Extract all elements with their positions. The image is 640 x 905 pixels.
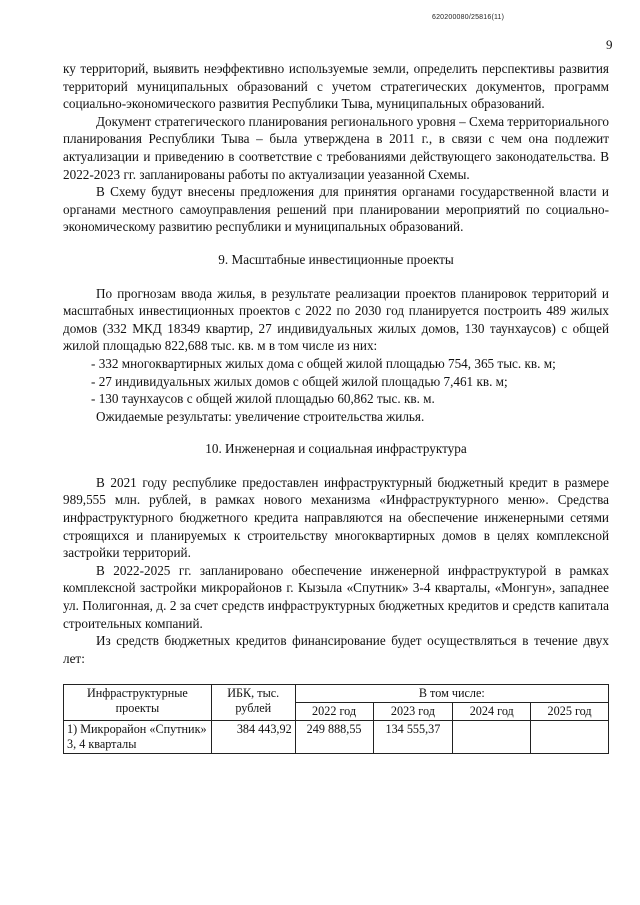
paragraph: В 2022-2025 гг. запланировано обеспечение инженерной инфраструктурой в рамках комплексной застройки микрорайонов г. Кызыла «Спутник» 3-4 кварталы, «Монгун», западнее ул. Полигонная, д. 2 за счет средств инфраструктурных бюджетных кредитов и средств капитала строительных компаний.	[63, 562, 609, 631]
table-cell	[453, 721, 531, 754]
paragraph: По прогнозам ввода жилья, в результате реализации проектов планировок территорий и масштабных инвестиционных проектов с 2022 по 2030 год планируется построить 489 жилых домов (332 МКД 18349 квартир, 27 индивидуальных жилых домов, 130 таунхаусов) с общей жилой площадью 822,688 тыс. кв. м в том числе из них:	[63, 285, 609, 354]
table-header-row	[64, 685, 609, 703]
list-item: - 130 таунхаусов с общей жилой площадью 60,862 тыс. кв. м.	[91, 391, 435, 407]
paragraph: В Схему будут внесены предложения для принятия органами государственной власти и органами местного самоуправления решений при планировании мероприятий по социально-экономическому развитию республики и муниципальных образований.	[63, 184, 609, 235]
section-heading-10: 10. Инженерная и социальная инфраструктура	[205, 441, 467, 457]
table-cell: 249 888,55	[295, 721, 373, 754]
table-row	[64, 721, 609, 754]
list-item: - 332 многоквартирных жилых дома с общей жилой площадью 754, 365 тыс. кв. м;	[91, 355, 556, 371]
financing-table	[63, 684, 609, 754]
list-item: - 27 индивидуальных жилых домов с общей жилой площадью 7,461 кв. м;	[91, 373, 508, 389]
section-heading-9: 9. Масштабные инвестиционные проекты	[218, 251, 454, 267]
paragraph: Документ стратегического планирования регионального уровня – Схема территориального планирования Республики Тыва – была утверждена в 2011 г., в связи с чем она подлежит актуализации и приведению в соответствие с требованиями действующего законодательства. В 2022-2023 гг. запланированы работы по актуализации уеазанной Схемы.	[63, 113, 609, 182]
paragraph: Ожидаемые результаты: увеличение строительства жилья.	[96, 408, 425, 424]
table-cell: 384 443,92	[211, 721, 295, 754]
document-code: 620200080/25816(11)	[432, 14, 505, 21]
table-cell	[531, 721, 609, 754]
table-header-cell: 2023 год	[373, 703, 453, 721]
table-header-cell: 2024 год	[453, 703, 531, 721]
document-body	[63, 60, 609, 754]
table-cell: 1) Микрорайон «Спутник» 3, 4 кварталы	[64, 721, 212, 754]
page-number: 9	[606, 37, 613, 52]
table-header-cell: В том числе:	[295, 685, 608, 703]
paragraph: Из средств бюджетных кредитов финансирование будет осуществляться в течение двух лет:	[63, 633, 609, 666]
table-header-cell: 2022 год	[295, 703, 373, 721]
table-header-cell: Инфраструктурные проекты	[64, 685, 212, 721]
paragraph: В 2021 году республике предоставлен инфраструктурный бюджетный кредит в размере 989,555 млн. рублей, в рамках нового механизма «Инфраструктурного меню». Средства инфраструктурного бюджетного кредита направляются на обеспечение инженерными сетями строящихся и планируемых к строительству многоквартирных домов в целях комплексной застройки территорий.	[63, 474, 609, 561]
table-header-cell: 2025 год	[531, 703, 609, 721]
table-cell: 134 555,37	[373, 721, 453, 754]
table-header-cell: ИБК, тыс. рублей	[211, 685, 295, 721]
paragraph: ку территорий, выявить неэффективно используемые земли, определить перспективы развития территорий муниципальных образований с учетом стратегических документов, программ социально-экономического развития Республики Тыва, муниципальных образований.	[63, 61, 609, 112]
